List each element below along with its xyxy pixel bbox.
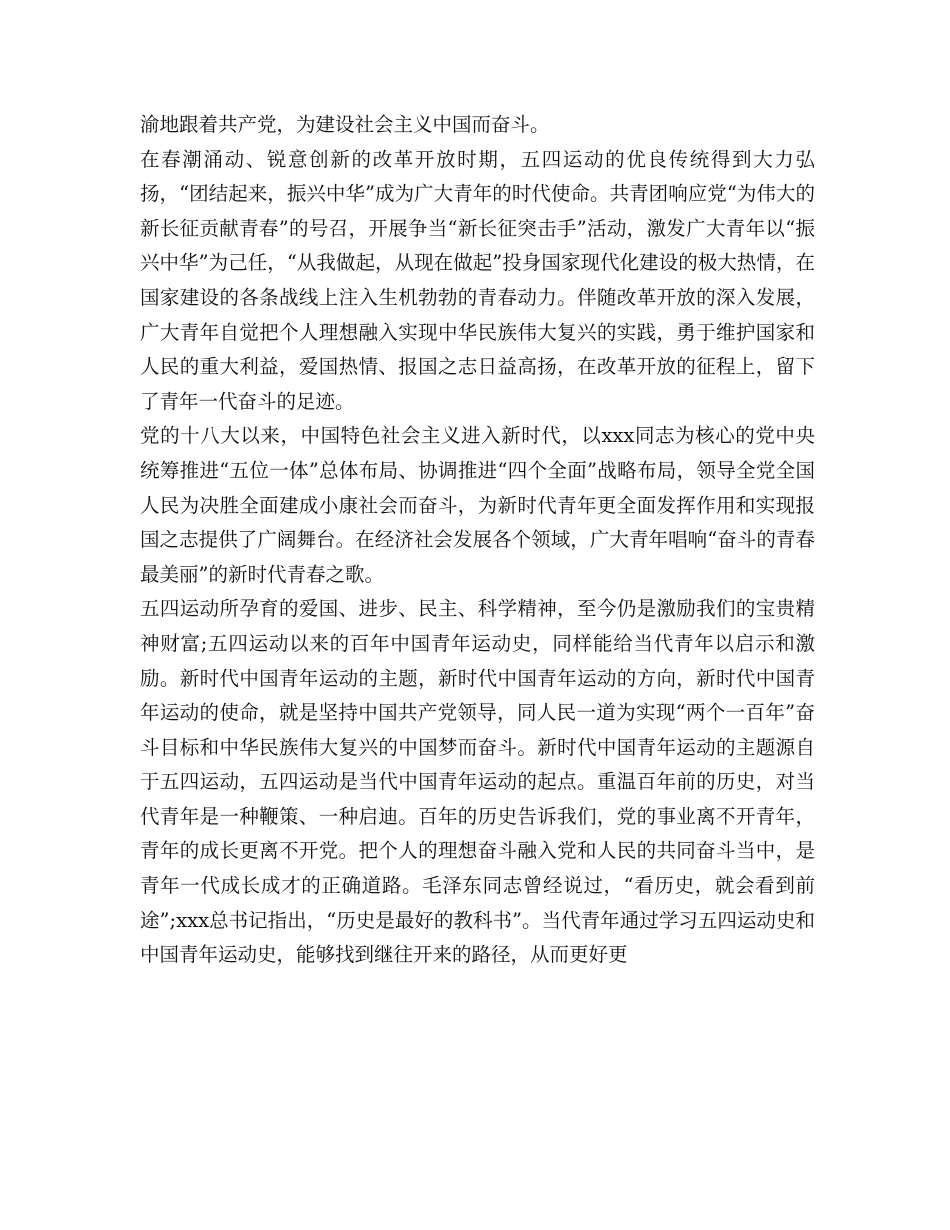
paragraph-1: 渝地跟着共产党，为建设社会主义中国而奋斗。 bbox=[140, 113, 550, 136]
paragraph-4: 五四运动所孕育的爱国、进步、民主、科学精神，至今仍是激励我们的宝贵精神财富;五四运动以来的百年中国青年运动史，同样能给当代青年以启示和激励。新时代中国青年运动的主题，新时代中国青年运动的方向，新时代中国青年运动的使命，就是坚持中国共产党领导，同人民一道为实现“两个一百年”奋斗目标和中华民族伟大复兴的中国梦而奋斗。新时代中国青年运动的主题源自于五四运动，五四运动是当代中国青年运动的起点。重温百年前的历史，对当代青年是一种鞭策、一种启迪。百年的历史告诉我们，党的事业离不开青年，青年的成长更离不开党。把个人的理想奋斗融入党和人民的共同奋斗当中，是青年一代成长成才的正确道路。毛泽东同志曾经说过，“看历史，就会看到前途”;xxx总书记指出，“历史是最好的教科书”。当代青年通过学习五四运动史和中国青年运动史，能够找到继往开来的路径，从而更好更 bbox=[140, 597, 815, 967]
paragraph-2: 在春潮涌动、锐意创新的改革开放时期，五四运动的优良传统得到大力弘扬，“团结起来，振兴中华”成为广大青年的时代使命。共青团响应党“为伟大的新长征贡献青春”的号召，开展争当“新长征突击手”活动，激发广大青年以“振兴中华”为己任，“从我做起，从现在做起”投身国家现代化建设的极大热情，在国家建设的各条战线上注入生机勃勃的青春动力。伴随改革开放的深入发展，广大青年自觉把个人理想融入实现中华民族伟大复兴的实践，勇于维护国家和人民的重大利益，爱国热情、报国之志日益高扬，在改革开放的征程上，留下了青年一代奋斗的足迹。 bbox=[140, 147, 815, 413]
paragraph-3: 党的十八大以来，中国特色社会主义进入新时代，以xxx同志为核心的党中央统筹推进“五位一体”总体布局、协调推进“四个全面”战略布局，领导全党全国人民为决胜全面建成小康社会而奋斗，为新时代青年更全面发挥作用和实现报国之志提供了广阔舞台。在经济社会发展各个领域，广大青年唱响“奋斗的青春最美丽”的新时代青春之歌。 bbox=[140, 424, 815, 586]
body-text bbox=[140, 108, 815, 973]
